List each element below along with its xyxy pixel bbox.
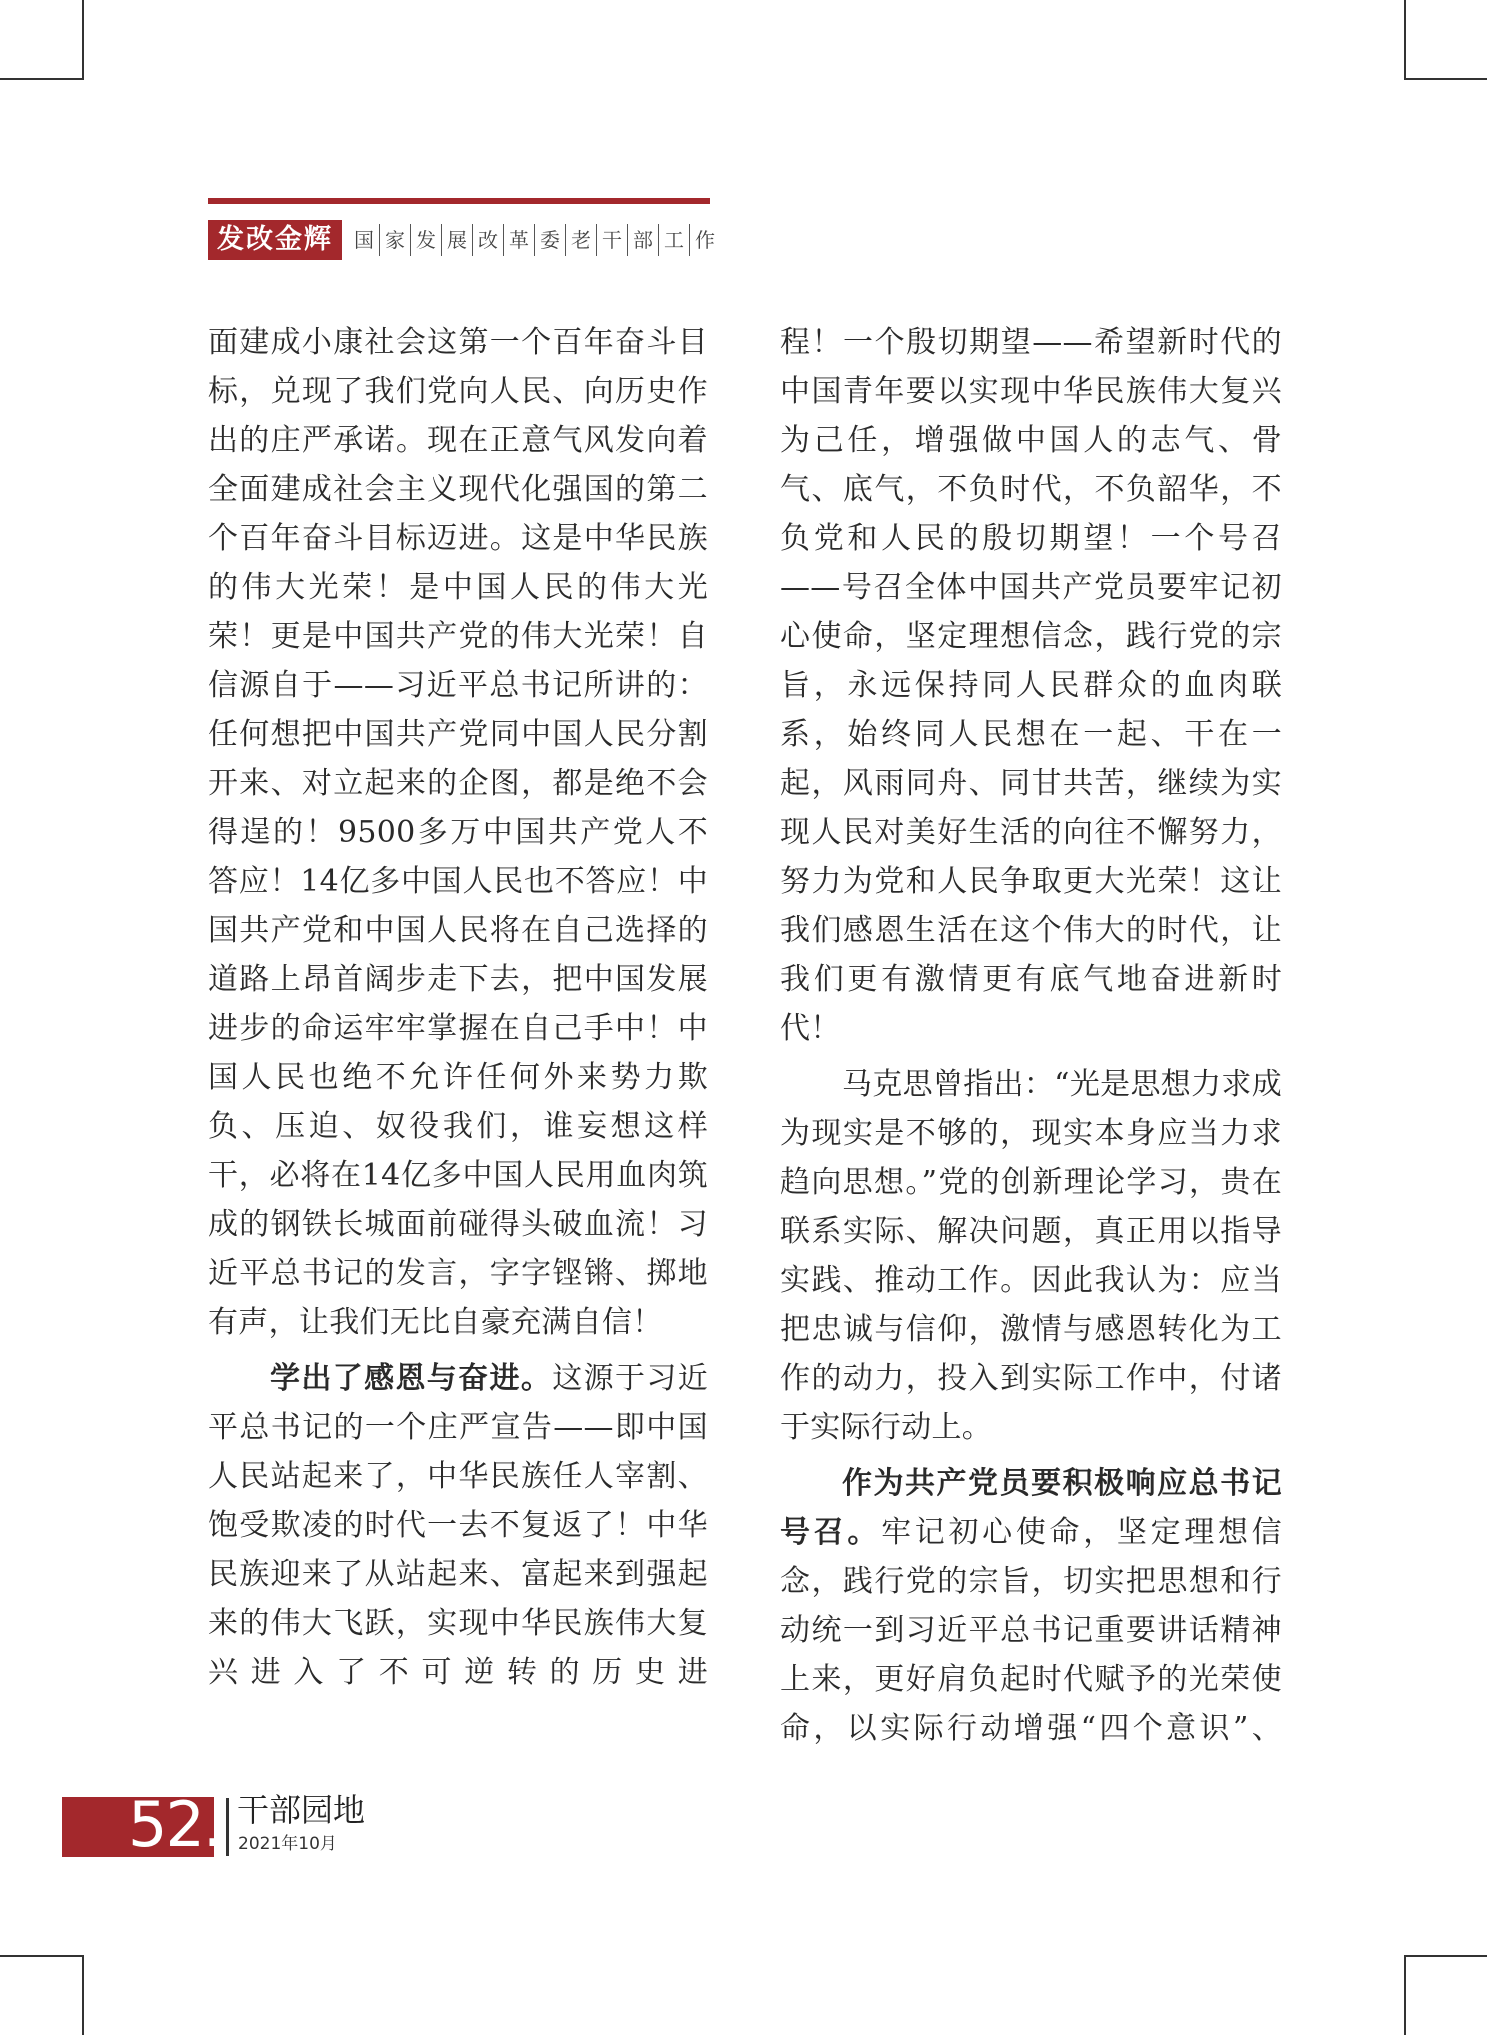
crop-mark (1404, 1955, 1487, 1957)
tagline-char: 干 (597, 224, 628, 256)
crop-mark (1404, 0, 1406, 80)
paragraph-lead: 作为共产党员要积极响应总书记号召。 (780, 1466, 1282, 1550)
right-column (780, 318, 1282, 1753)
crop-mark (1404, 78, 1487, 80)
tagline-char: 作 (695, 228, 715, 252)
paragraph (208, 318, 708, 1347)
magazine-title: 干部园地 (237, 1791, 366, 1829)
section-tagline (352, 224, 720, 256)
paragraph-text: 马克思曾指出：“光是思想力求成为现实是不够的，现实本身应当力求趋向思想。”党的创新理论学习，贵在联系实际、解决问题，真正用以指导实践、推动工作。因此我认为：应当把忠诚与信仰，激情与感恩转化为工作的动力，投入到实际工作中，付诸于实际行动上。 (780, 1067, 1282, 1445)
crop-mark (0, 78, 84, 80)
header-rule (208, 198, 710, 204)
paragraph (208, 1354, 708, 1697)
crop-mark (0, 1955, 84, 1957)
paragraph-text: 面建成小康社会这第一个百年奋斗目标，兑现了我们党向人民、向历史作出的庄严承诺。现在正意气风发向着全面建成社会主义现代化强国的第二个百年奋斗目标迈进。这是中华民族的伟大光荣！是中国人民的伟大光荣！更是中国共产党的伟大光荣！自信源自于——习近平总书记所讲的：任何想把中国共产党同中国人民分割开来、对立起来的企图，都是绝不会得逞的！9500多万中国共产党人不答应！14亿多中国人民也不答应！中国共产党和中国人民将在自己选择的道路上昂首阔步走下去，把中国发展进步的命运牢牢掌握在自己手中！中国人民也绝不允许任何外来势力欺负、压迫、奴役我们，谁妄想这样干，必将在14亿多中国人民用血肉筑成的钢铁长城面前碰得头破血流！习近平总书记的发言，字字铿锵、掷地有声，让我们无比自豪充满自信！ (208, 325, 708, 1340)
paragraph (780, 318, 1282, 1053)
paragraph (780, 1459, 1282, 1753)
tagline-char: 展 (442, 224, 473, 256)
tagline-char: 委 (535, 224, 566, 256)
tagline-char: 家 (380, 224, 411, 256)
crop-mark (82, 1955, 84, 2035)
section-logo: 发改金辉 (208, 220, 342, 260)
tagline-char: 改 (473, 224, 504, 256)
paragraph-text: 牢记初心使命，坚定理想信念，践行党的宗旨，切实把思想和行动统一到习近平总书记重要讲话精神上来，更好肩负起时代赋予的光荣使命，以实际行动增强“四个意识”、 (780, 1515, 1282, 1746)
crop-mark (82, 0, 84, 80)
tagline-char: 革 (504, 224, 535, 256)
paragraph-text: 程！一个殷切期望——希望新时代的中国青年要以实现中华民族伟大复兴为己任，增强做中国人的志气、骨气、底气，不负时代，不负韶华，不负党和人民的殷切期望！一个号召——号召全体中国共产党员要牢记初心使命，坚定理想信念，践行党的宗旨，永远保持同人民群众的血肉联系，始终同人民想在一起、干在一起，风雨同舟、同甘共苦，继续为实现人民对美好生活的向往不懈努力，努力为党和人民争取更大光荣！这让我们感恩生活在这个伟大的时代，让我们更有激情更有底气地奋进新时代！ (780, 325, 1282, 1046)
left-column (208, 318, 708, 1697)
paragraph-lead: 学出了感恩与奋进。 (270, 1361, 553, 1396)
tagline-char: 发 (411, 224, 442, 256)
tagline-char: 国 (352, 224, 380, 256)
paragraph-text: 这源于习近平总书记的一个庄严宣告——即中国人民站起来了，中华民族任人宰割、饱受欺凌的时代一去不复返了！中华民族迎来了从站起来、富起来到强起来的伟大飞跃，实现中华民族伟大复兴进入了不可逆转的历史进 (208, 1361, 709, 1690)
crop-mark (1404, 1955, 1406, 2035)
issue-date: 2021年10月 (238, 1834, 337, 1854)
paragraph (780, 1060, 1282, 1452)
footer-divider (226, 1798, 229, 1856)
page-number: 52. (128, 1788, 221, 1861)
tagline-char: 部 (628, 224, 659, 256)
tagline-char: 老 (566, 224, 597, 256)
tagline-char: 工 (659, 224, 690, 256)
